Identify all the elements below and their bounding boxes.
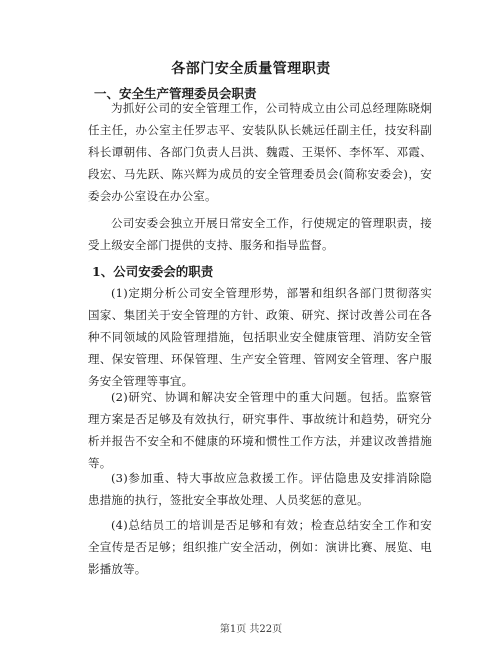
list-item: (2)研究、协调和解决安全管理中的重大问题。包括。监察管理方案是否足够及有效执行，研究事件、事故统计和趋势，研究分析并报告不安全和不健康的环境和惯性工作方法，并建议改善措施等。 [88, 390, 432, 470]
subsection-heading: 1、公司安委会的职责 [92, 264, 214, 279]
list-item: (3)参加重、特大事故应急救援工作。评估隐患及安排消除隐患措施的执行，签批安全事故处理、人员奖惩的意见。 [88, 471, 432, 507]
section-heading: 一、安全生产管理委员会职责 [94, 86, 257, 101]
page-number: 第1页 共22页 [219, 624, 283, 635]
list-item: (1)定期分析公司安全管理形势，部署和组织各部门贯彻落实国家、集团关于安全管理的方针、政策、研究、探讨改善公司在各种不同领域的风险管理措施，包括职业安全健康管理、消防安全管理、保安管理、环保管理、生产安全管理、管网安全管理、客户服务安全管理等事宜。 [88, 286, 432, 388]
paragraph: 公司安委会独立开展日常安全工作，行使规定的管理职责，接受上级安全部门提供的支持、服务和指导监督。 [88, 216, 432, 252]
list-item: (4)总结员工的培训是否足够和有效；检查总结安全工作和安全宣传是否足够；组织推广安全活动，例如：演讲比赛、展览、电影播放等。 [88, 518, 432, 576]
paragraph: 为抓好公司的安全管理工作，公司特成立由公司总经理陈晓炯任主任，办公室主任罗志平、安装队队长姚远任副主任，技安科副科长谭朝伟、各部门负责人吕洪、魏霞、王渠怀、李怀军、邓霞、段宏、马先跃、陈兴辉为成员的安全管理委员会(简称安委会)，安委会办公室设在办公室。 [88, 101, 432, 203]
document-title: 各部门安全质量管理职责 [171, 61, 331, 77]
